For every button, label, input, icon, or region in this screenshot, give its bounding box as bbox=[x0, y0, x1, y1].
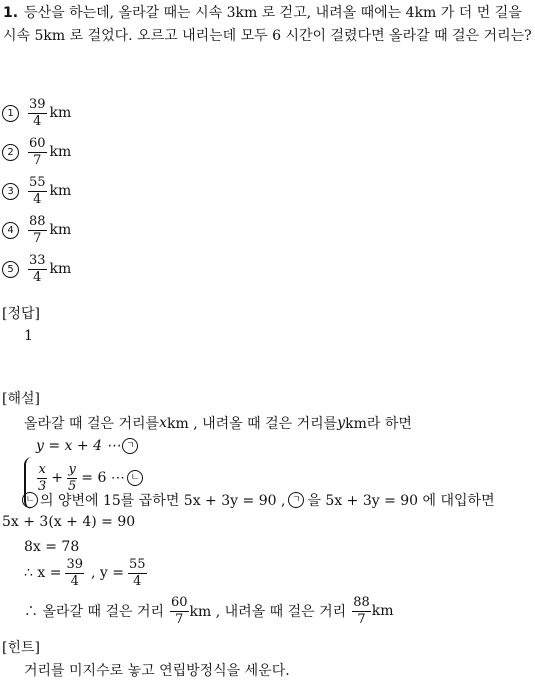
explanation-line-3: ㄴ 의 양변에 15를 곱하면 5x + 3y = 90 , ㄱ 을 5x + 3y = 90 에 대입하면 bbox=[22, 490, 495, 510]
option-fraction: $\frac{55}{4}$ bbox=[29, 174, 46, 207]
answer-value: 1 bbox=[24, 328, 33, 344]
explanation-line-6: ∴ x = $\frac{39}{4}$ , y = $\frac{55}{4}$ bbox=[24, 556, 146, 589]
option-3[interactable] bbox=[2, 174, 71, 208]
option-mark: 1 bbox=[2, 105, 19, 122]
option-mark: 3 bbox=[2, 183, 19, 200]
explanation-line-4: 5x + 3(x + 4) = 90 bbox=[2, 514, 136, 530]
answer-label: [정답] bbox=[2, 306, 40, 322]
option-2[interactable] bbox=[2, 135, 71, 169]
option-fraction: $\frac{39}{4}$ bbox=[29, 96, 46, 129]
equation-1: y = x + 4 ⋯ ㄱ bbox=[36, 438, 138, 454]
question-body: 등산을 하는데, 올라갈 때는 시속 3km 로 걷고, 내려올 때에는 4km 가 더 먼 길을 시속 5km 로 걸었다. 오르고 내리는데 모두 6 시간이 걸렸다면 올라갈 때 걸은 거리는? bbox=[3, 5, 532, 44]
option-unit: km bbox=[49, 261, 72, 277]
option-fraction: $\frac{88}{7}$ bbox=[29, 213, 46, 246]
option-mark: 5 bbox=[2, 261, 19, 278]
option-fraction: $\frac{60}{7}$ bbox=[29, 135, 46, 168]
option-unit: km bbox=[49, 222, 72, 238]
option-unit: km bbox=[49, 183, 72, 199]
hint-text: 거리를 미지수로 놓고 연립방정식을 세운다. bbox=[24, 663, 290, 679]
option-4[interactable] bbox=[2, 213, 71, 247]
equation-2: $\frac{x}{3}$ + $\frac{y}{5}$ = 6 ⋯ ㄴ bbox=[36, 460, 143, 496]
hint-label: [힌트] bbox=[2, 640, 40, 656]
explanation-label: [해설] bbox=[2, 391, 40, 407]
option-5[interactable] bbox=[2, 252, 71, 286]
explanation-line-1: 올라갈 때 걸은 거리를 x km , 내려올 때 걸은 거리를 y km라 하면 bbox=[24, 415, 412, 432]
explanation-line-5: 8x = 78 bbox=[24, 539, 80, 555]
option-mark: 4 bbox=[2, 222, 19, 239]
question-number: 1. bbox=[3, 5, 19, 21]
explanation-line-7: ∴ 올라갈 때 걸은 거리 $\frac{60}{7}$ km , 내려올 때 걸은 거리 $\frac{88}{7}$ km bbox=[24, 594, 394, 627]
option-fraction: $\frac{33}{4}$ bbox=[29, 252, 46, 285]
option-mark: 2 bbox=[2, 144, 19, 161]
question-text bbox=[3, 2, 533, 48]
option-unit: km bbox=[49, 144, 72, 160]
option-1[interactable] bbox=[2, 96, 71, 130]
option-unit: km bbox=[49, 105, 72, 121]
